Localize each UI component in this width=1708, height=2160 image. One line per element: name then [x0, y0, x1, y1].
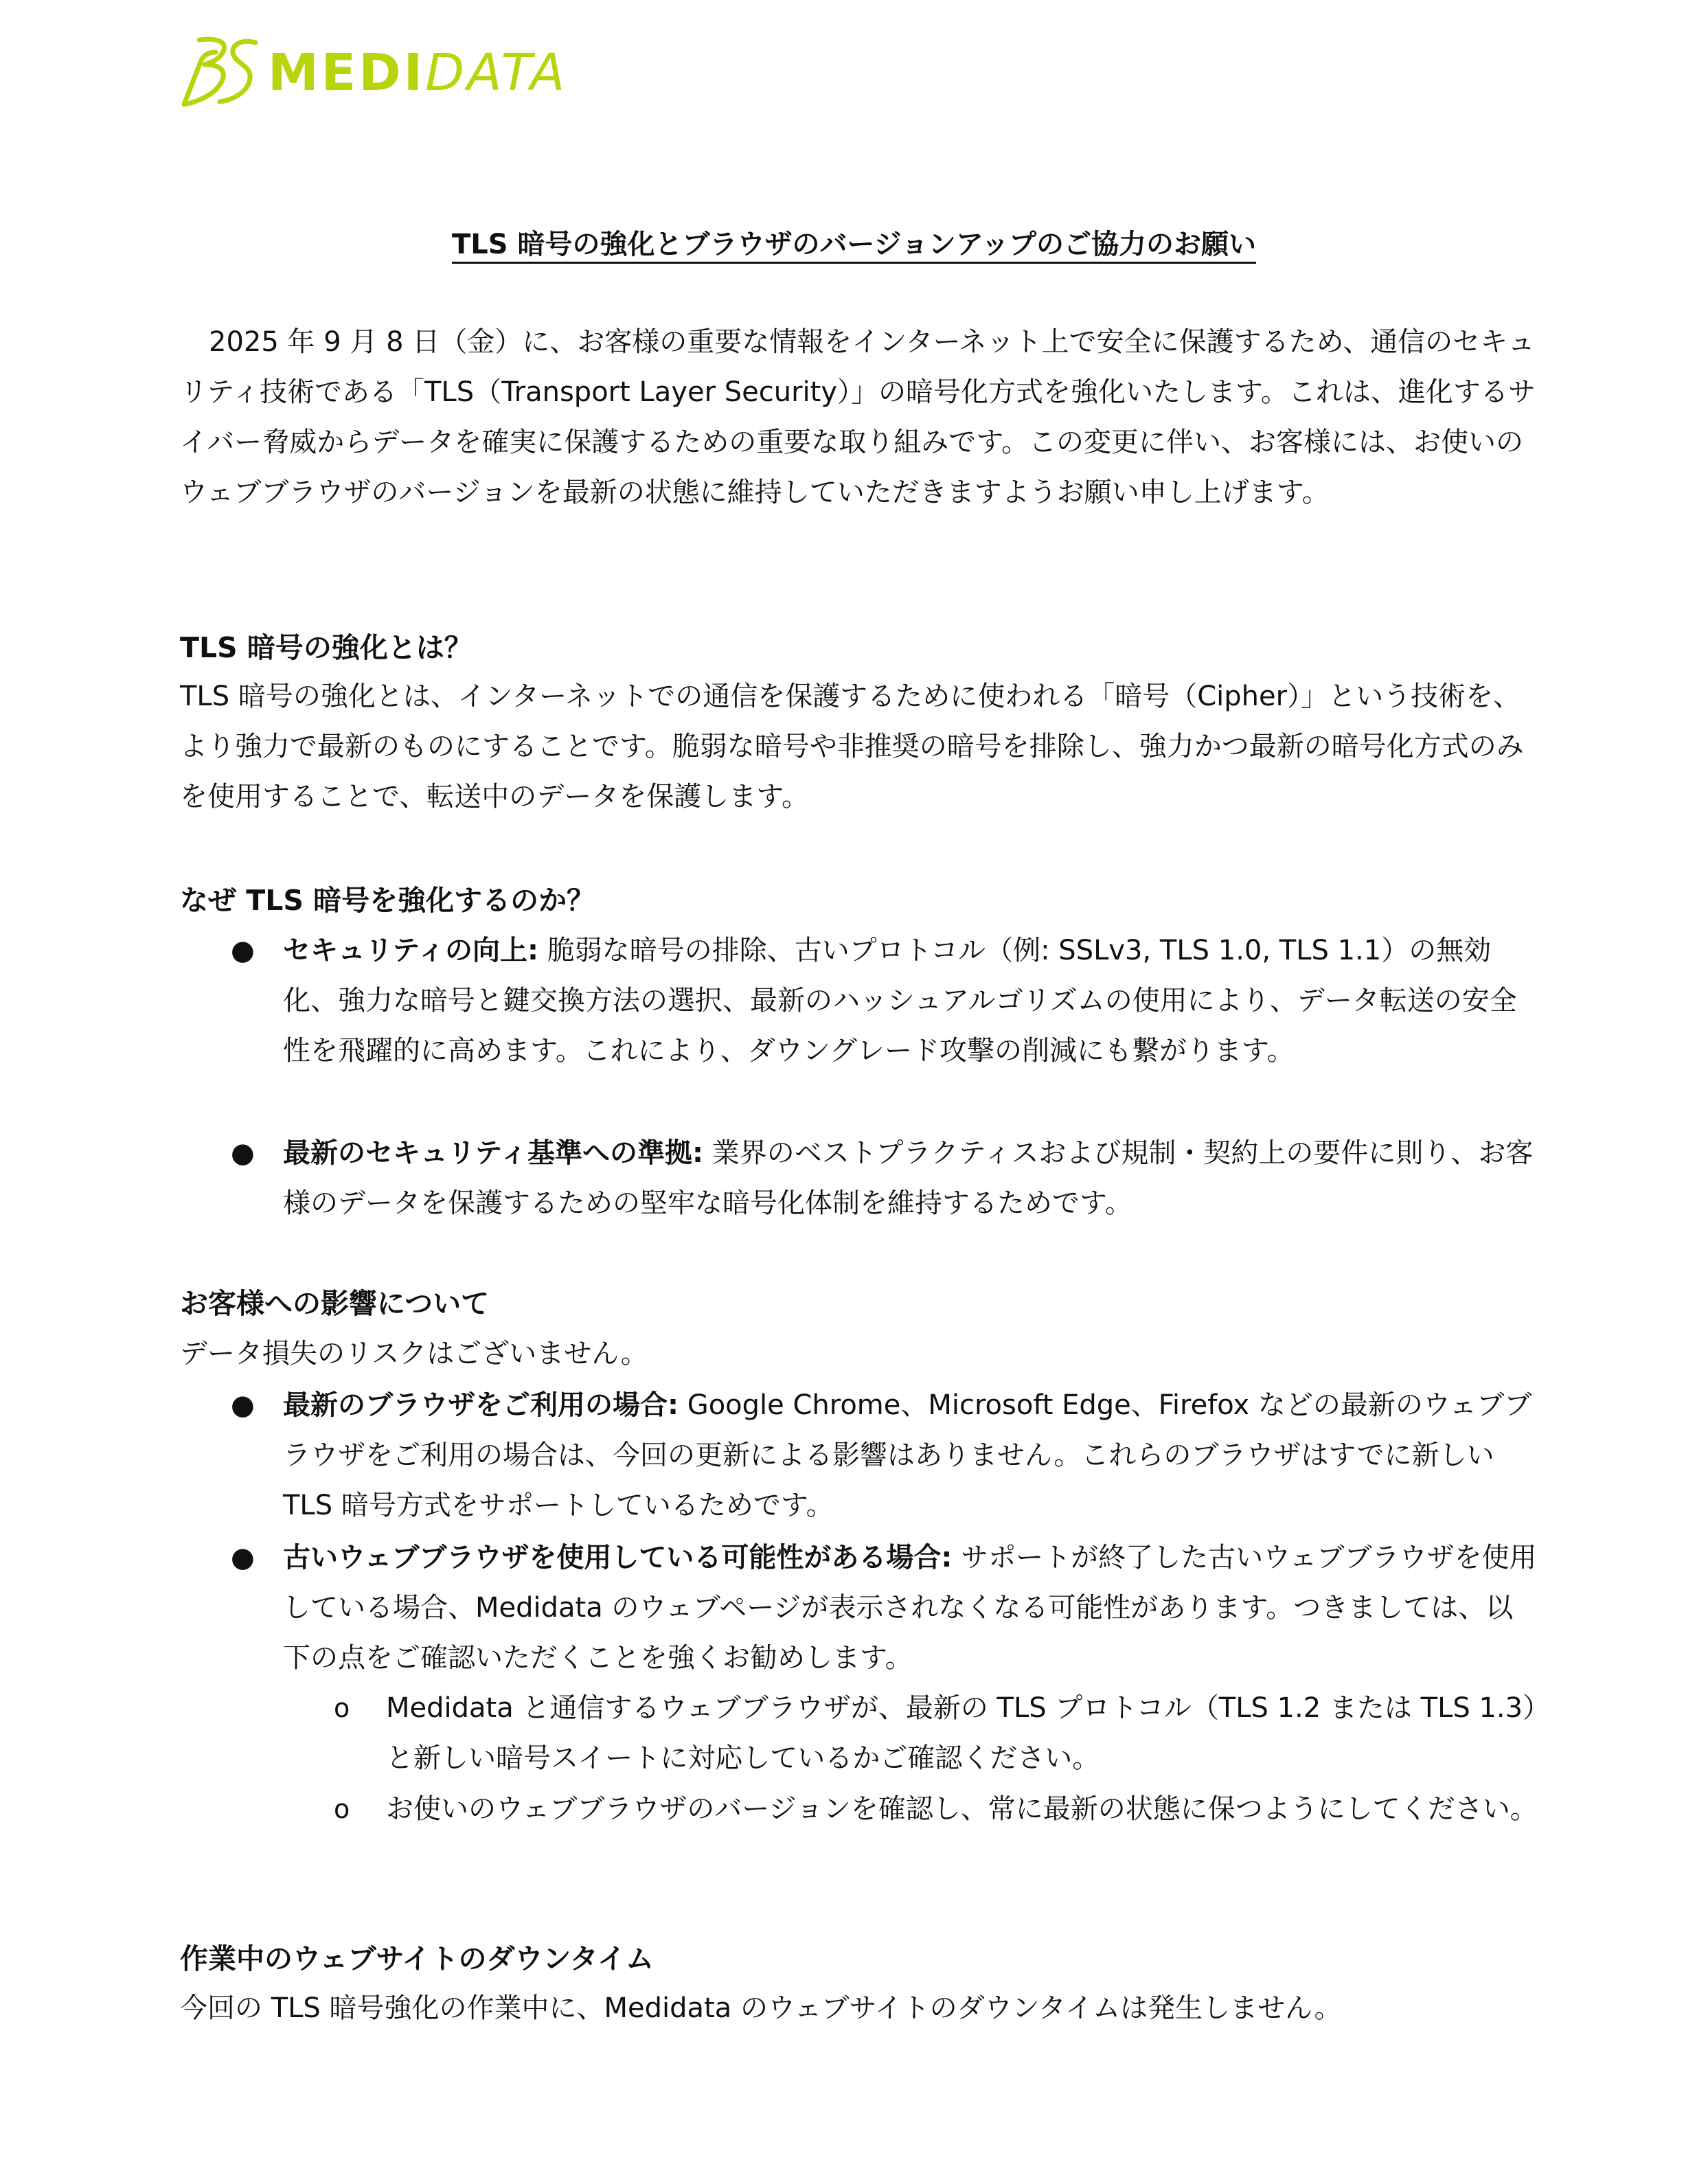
sub-list-item-text: お使いのウェブブラウザのバージョンを確認し、常に最新の状態に保つようにしてください。: [386, 1793, 1538, 1825]
bullet-icon: ●: [231, 935, 255, 966]
section-body-downtime: 今回の TLS 暗号強化の作業中に、Medidata のウェブサイトのダウンタイムは発生しません。: [180, 1992, 1342, 2024]
list-item-text: 最新のブラウザをご利用の場合: Google Chrome、Microsoft Edge、Firefox などの最新のウェブブラウザをご利用の場合は、今回の更新による影響はありません。これらのブラウザはすでに新しい TLS 暗号方式をサポートしているためです。: [283, 1389, 1532, 1521]
3ds-logo-icon: [180, 34, 262, 110]
page-title: TLS 暗号の強化とブラウザのバージョンアップのご協力のお願い: [0, 224, 1708, 265]
medidata-logo: [180, 34, 606, 110]
sub-bullet-icon: o: [334, 1794, 350, 1824]
section-body-impact: データ損失のリスクはございません。: [180, 1338, 648, 1369]
intro-paragraph: 2025 年 9 月 8 日（金）に、お客様の重要な情報をインターネット上で安全に保護するため、通信のセキュリティ技術である「TLS（Transport Layer Security）」の暗号化方式を強化いたします。これは、進化するサイバー脅威からデータを確実に保護するための重要な取り組みです。この変更に伴い、お客様には、お使いのウェブブラウザのバージョンを最新の状態に維持していただきますようお願い申し上げます。: [180, 326, 1536, 508]
section-heading-why: なぜ TLS 暗号を強化するのか？: [180, 884, 595, 917]
bullet-icon: ●: [231, 1137, 255, 1169]
bullet-icon: ●: [231, 1389, 255, 1421]
section-heading-downtime: 作業中のウェブサイトのダウンタイム: [180, 1942, 654, 1975]
sub-bullet-icon: o: [334, 1693, 350, 1723]
list-item-text: 最新のセキュリティ基準への準拠: 業界のベストプラクティスおよび規制・契約上の要件に則り、お客様のデータを保護するための堅牢な暗号化体制を維持するためです。: [283, 1137, 1534, 1219]
sub-list-item-text: Medidata と通信するウェブブラウザが、最新の TLS プロトコル（TLS 1.2 または TLS 1.3）と新しい暗号スイートに対応しているかご確認ください。: [386, 1692, 1537, 1774]
section-heading-impact: お客様への影響について: [180, 1287, 490, 1320]
bullet-icon: ●: [231, 1542, 255, 1573]
section-heading-tls-enhancement: TLS 暗号の強化とは？: [180, 631, 472, 664]
list-item-text: セキュリティの向上: 脆弱な暗号の排除、古いプロトコル（例: SSLv3, TLS 1.0, TLS 1.1）の無効化、強力な暗号と鍵交換方法の選択、最新のハッシュアルゴリズムの使用により、データ転送の安全性を飛躍的に高めます。これにより、ダウングレード攻撃の削減にも繋がります。: [283, 935, 1517, 1067]
list-item-text: 古いウェブブラウザを使用している可能性がある場合: サポートが終了した古いウェブブラウザを使用している場合、Medidata のウェブページが表示されなくなる可能性があります。つきましては、以下の点をご確認いただくことを強くお勧めします。: [283, 1542, 1537, 1674]
logo-wordmark: MEDIDATA: [268, 43, 568, 102]
section-body-tls-enhancement: TLS 暗号の強化とは、インターネットでの通信を保護するために使われる「暗号（Cipher）」という技術を、より強力で最新のものにすることです。脆弱な暗号や非推奨の暗号を排除し、強力かつ最新の暗号化方式のみを使用することで、転送中のデータを保護します。: [180, 681, 1524, 812]
